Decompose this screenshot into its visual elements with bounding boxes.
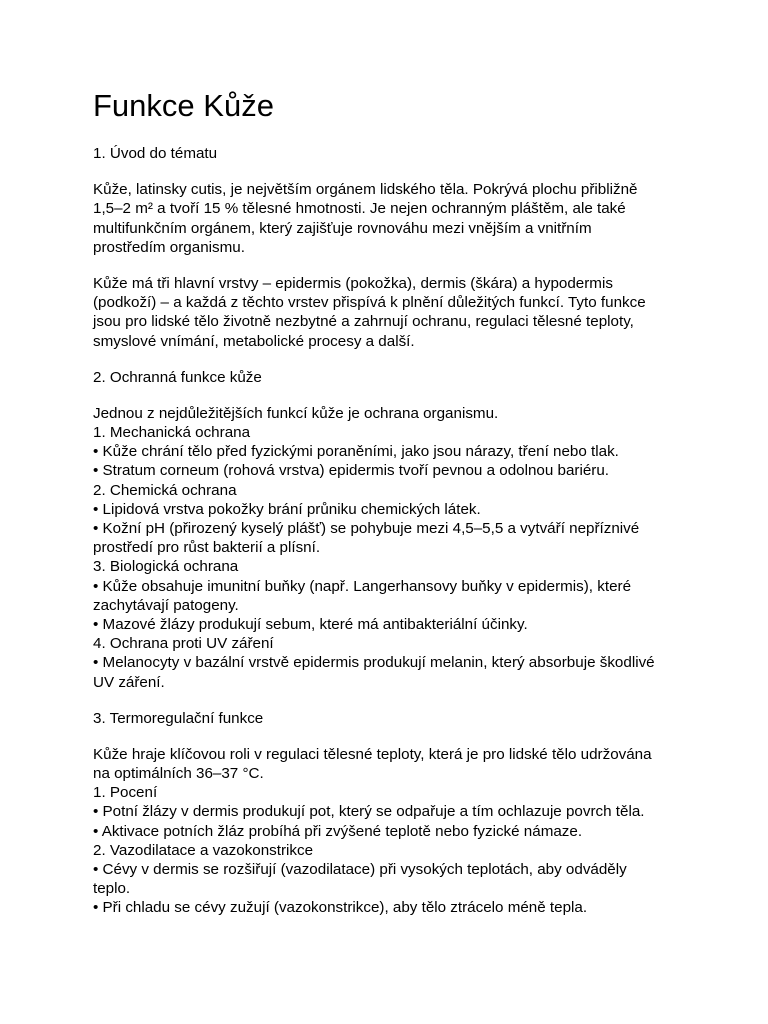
text-line: • Cévy v dermis se rozšiřují (vazodilatace) při vysokých teplotách, aby odváděly: [93, 861, 627, 878]
paragraph-gap: [93, 257, 693, 274]
text-line: • Potní žlázy v dermis produkují pot, který se odpařuje a tím ochlazuje povrch těla.: [93, 803, 645, 821]
text-line: na optimálních 36–37 °C.: [93, 765, 264, 783]
paragraph-gap: [93, 351, 693, 368]
text-line: • Melanocyty v bazální vrstvě epidermis produkují melanin, který absorbuje škodlivé: [93, 654, 655, 672]
paragraph-gap: [93, 692, 693, 709]
text-line: 1. Mechanická ochrana: [93, 424, 251, 442]
paragraph-gap: [93, 728, 693, 745]
text-line: teplo.: [93, 880, 131, 898]
text-line: Jednou z nejdůležitějších funkcí kůže je ochrana organismu.: [93, 404, 499, 422]
text-line: 1,5–2 m² a tvoří 15 % tělesné hmotnosti. Je nejen ochranným pláštěm, ale také: [93, 200, 626, 218]
text-line: Kůže, latinsky cutis, je největším orgánem lidského těla. Pokrývá plochu přibližně: [93, 181, 638, 199]
text-line: • Aktivace potních žláz probíhá při zvýšené teplotě nebo fyzické námaze.: [93, 822, 583, 840]
paragraph-gap: [93, 387, 693, 404]
text-line: • Lipidová vrstva pokožky brání průniku chemických látek.: [93, 500, 481, 518]
section-heading: 1. Úvod do tématu: [93, 145, 218, 162]
text-line: prostředím organismu.: [93, 238, 245, 256]
text-line: multifunkčním orgánem, který zajišťuje rovnováhu mezi vnějším a vnitřním: [93, 219, 592, 237]
text-line: UV záření.: [93, 673, 165, 691]
text-line: • Kůže obsahuje imunitní buňky (např. Langerhansovy buňky v epidermis), které: [93, 577, 632, 595]
text-line: • Stratum corneum (rohová vrstva) epidermis tvoří pevnou a odolnou bariéru.: [93, 462, 610, 480]
text-line: • Kůže chrání tělo před fyzickými poraněními, jako jsou nárazy, tření nebo tlak.: [93, 443, 619, 461]
paragraph-gap: [93, 163, 693, 180]
section-heading: 3. Termoregulační funkce: [93, 709, 264, 727]
text-line: Kůže má tři hlavní vrstvy – epidermis (pokožka), dermis (škára) a hypodermis: [93, 274, 613, 292]
section-heading: 2. Ochranná funkce kůže: [93, 368, 262, 386]
text-line: (podkoží) – a každá z těchto vrstev přispívá k plnění důležitých funkcí. Tyto funkce: [93, 294, 646, 312]
text-line: Kůže hraje klíčovou roli v regulaci tělesné teploty, která je pro lidské tělo udržována: [93, 745, 652, 763]
text-line: • Při chladu se cévy zužují (vazokonstrikce), aby tělo ztrácelo méně tepla.: [93, 899, 588, 917]
document-title: Funkce Kůže: [93, 88, 274, 123]
text-line: jsou pro lidské tělo životně nezbytné a zahrnují ochranu, regulaci tělesné teploty,: [93, 313, 634, 331]
text-line: 2. Chemická ochrana: [93, 481, 237, 499]
text-line: smyslové vnímání, metabolické procesy a další.: [93, 332, 415, 350]
text-line: • Mazové žlázy produkují sebum, které má antibakteriální účinky.: [93, 615, 528, 633]
text-line: 4. Ochrana proti UV záření: [93, 635, 274, 653]
text-line: zachytávají patogeny.: [93, 596, 239, 614]
text-line: 3. Biologická ochrana: [93, 558, 239, 576]
text-line: 1. Pocení: [93, 784, 158, 802]
text-line: prostředí pro růst bakterií a plísní.: [93, 539, 321, 557]
document-body: [93, 144, 693, 918]
text-line: • Kožní pH (přirozený kyselý plášť) se pohybuje mezi 4,5–5,5 a vytváří nepříznivé: [93, 520, 640, 537]
text-line: 2. Vazodilatace a vazokonstrikce: [93, 841, 314, 859]
